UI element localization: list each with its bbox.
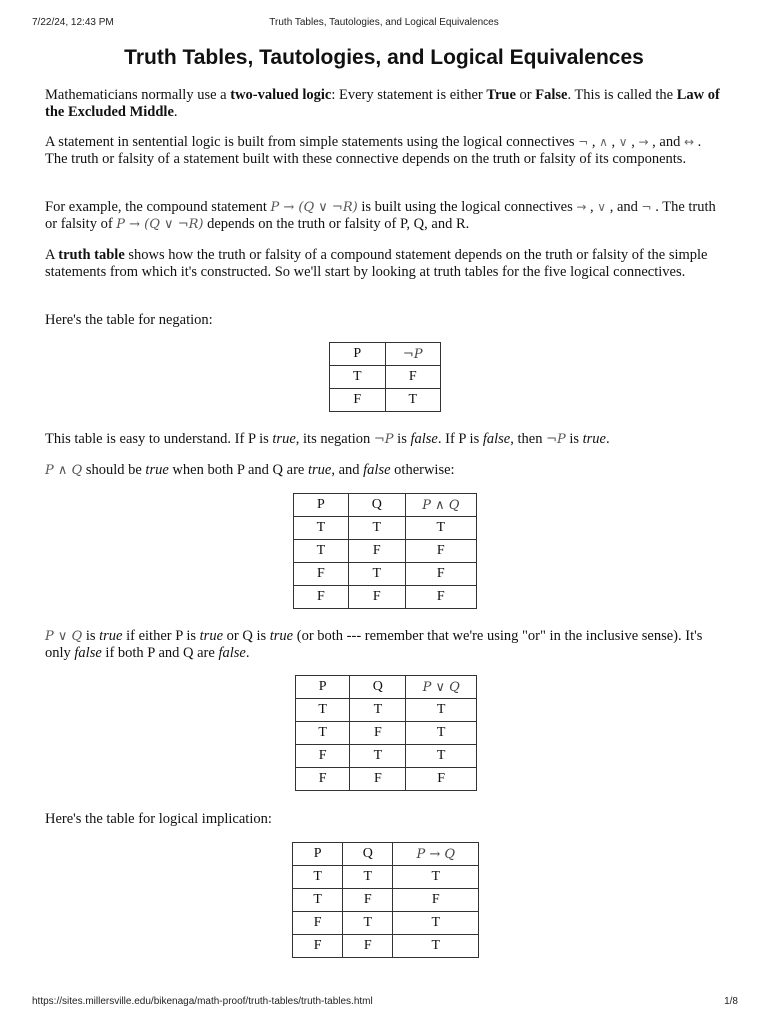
paragraph-negation-intro: Here's the table for negation: [45, 312, 213, 328]
table-cell: F [350, 768, 406, 791]
table-row [296, 699, 477, 722]
text-run: : Every statement is either [331, 87, 487, 103]
table-cell: T [393, 912, 479, 935]
table-cell: F [330, 389, 386, 412]
italic-text: true [199, 628, 224, 644]
table-cell: T [385, 389, 441, 412]
text-run: . [606, 431, 610, 447]
paragraph-two-valued-logic [45, 87, 725, 121]
table-header-row [293, 843, 479, 866]
negation-truth-table [329, 342, 441, 412]
table-cell: F [293, 912, 343, 935]
table-cell: T [343, 866, 393, 889]
italic-text: true [272, 431, 296, 447]
text-run: . If P is [437, 431, 483, 447]
table-row [293, 866, 479, 889]
table-cell: F [348, 586, 405, 609]
table-cell: T [293, 866, 343, 889]
table-row [294, 586, 477, 609]
page-title: Truth Tables, Tautologies, and Logical Equivalences [124, 46, 644, 69]
table-row [296, 745, 477, 768]
math-expression: P → (Q ∨ ¬R) [270, 200, 358, 215]
paragraph-compound-example [45, 199, 725, 233]
table-cell: T [348, 563, 405, 586]
page-number: 1/8 [724, 996, 738, 1007]
table-cell: T [294, 540, 349, 563]
table-header-cell: P [294, 494, 349, 517]
table-header-cell: P ∨ Q [406, 676, 477, 699]
table-row [294, 540, 477, 563]
bold-true: True [486, 87, 516, 103]
text-run: This table is easy to understand. If P is [45, 431, 273, 447]
table-cell: F [294, 563, 349, 586]
table-cell: T [350, 745, 406, 768]
print-url: https://sites.millersville.edu/bikenaga/math-proof/truth-tables/truth-tables.html [32, 996, 373, 1007]
table-cell: T [348, 517, 405, 540]
table-cell: T [294, 517, 349, 540]
table-header-cell: Q [343, 843, 393, 866]
text-run: is [565, 431, 583, 447]
table-cell: T [296, 699, 350, 722]
italic-text: false [482, 431, 511, 447]
or-symbol: ∨ [618, 135, 628, 149]
table-cell: F [405, 563, 476, 586]
text-run: is [82, 628, 100, 644]
text-run: , [607, 134, 619, 150]
or-symbol: ∨ [597, 200, 607, 214]
table-header-cell: P [296, 676, 350, 699]
text-run: . The truth or falsity of [45, 199, 716, 232]
text-run: should be [82, 462, 146, 478]
table-row [296, 722, 477, 745]
table-row [296, 768, 477, 791]
table-header-row [294, 494, 477, 517]
table-cell: F [393, 889, 479, 912]
text-run: , [586, 199, 598, 215]
text-run: shows how the truth or falsity of a compound statement depends on the truth or falsity of the simple statements from which it's constructed. So we'll start by looking at truth tables for the five logical connectives. [45, 247, 708, 280]
italic-text: true [99, 628, 123, 644]
not-symbol: ¬ [578, 135, 589, 149]
text-run: , [588, 134, 600, 150]
bold-law-excluded-middle: Law of the Excluded Middle [45, 87, 720, 120]
table-cell: F [343, 889, 393, 912]
text-run: . This is called the [567, 87, 677, 103]
table-header-cell: Q [348, 494, 405, 517]
table-cell: F [343, 935, 393, 958]
bold-two-valued-logic: two-valued logic [230, 87, 332, 103]
paragraph-negation-explain [45, 431, 725, 448]
text-run: (or both --- remember that we're using "or" in the inclusive sense). It's only [45, 628, 703, 661]
italic-text: true [269, 628, 294, 644]
math-expression: P ∧ Q [45, 463, 83, 478]
text-run: is [393, 431, 411, 447]
table-header-cell: Q [350, 676, 406, 699]
italic-text: true [582, 431, 606, 447]
table-header-row [296, 676, 477, 699]
bold-false: False [535, 87, 568, 103]
table-cell: F [385, 366, 441, 389]
italic-text: false [410, 431, 438, 447]
italic-text: true [145, 462, 169, 478]
text-run: when both P and Q are [168, 462, 308, 478]
table-row [293, 889, 479, 912]
table-header-cell: P → Q [393, 843, 479, 866]
table-cell: T [293, 889, 343, 912]
text-run: if both P and Q are [101, 645, 219, 661]
italic-text: false [74, 645, 102, 661]
table-cell: F [293, 935, 343, 958]
table-header-cell: P [293, 843, 343, 866]
not-symbol: ¬ [641, 200, 652, 214]
table-row [293, 912, 479, 935]
table-cell: T [405, 517, 476, 540]
table-cell: F [294, 586, 349, 609]
table-cell: T [393, 866, 479, 889]
text-run: , and [606, 199, 642, 215]
text-run: or Q is [223, 628, 270, 644]
table-cell: F [406, 768, 477, 791]
table-cell: T [343, 912, 393, 935]
text-run: . The truth or falsity of a statement built with these connective depends on the truth or falsity of its components. [45, 134, 702, 167]
text-run: For example, the compound statement [45, 199, 271, 215]
print-doc-title: Truth Tables, Tautologies, and Logical Equivalences [269, 17, 499, 28]
text-run: , and [331, 462, 364, 478]
text-run: or [515, 87, 536, 103]
paragraph-truth-table [45, 247, 725, 281]
paragraph-connectives [45, 134, 725, 168]
paragraph-implication-intro: Here's the table for logical implication: [45, 811, 272, 827]
disjunction-truth-table [295, 675, 477, 791]
table-cell: T [296, 722, 350, 745]
table-row [293, 935, 479, 958]
table-row [294, 517, 477, 540]
table-cell: F [350, 722, 406, 745]
text-run: if either P is [122, 628, 200, 644]
table-cell: F [405, 586, 476, 609]
text-run: . [173, 104, 178, 120]
table-cell: T [393, 935, 479, 958]
text-run: is built using the logical connectives [357, 199, 577, 215]
text-run: . [245, 645, 250, 661]
print-footer [0, 996, 768, 1010]
table-header-cell: ¬P [385, 343, 441, 366]
math-expression: ¬P [546, 432, 566, 447]
table-cell: T [406, 745, 477, 768]
text-run: otherwise: [390, 462, 455, 478]
table-cell: F [405, 540, 476, 563]
table-header-cell: P [330, 343, 386, 366]
print-datetime: 7/22/24, 12:43 PM [32, 17, 114, 28]
italic-text: true [307, 462, 332, 478]
table-cell: T [406, 699, 477, 722]
bold-truth-table: truth table [58, 247, 125, 263]
italic-text: false [218, 645, 246, 661]
table-header-cell: P ∧ Q [405, 494, 476, 517]
text-run: depends on the truth or falsity of P, Q, and R. [203, 216, 470, 232]
table-row [330, 366, 441, 389]
implication-truth-table [292, 842, 479, 958]
implies-symbol: → [638, 135, 649, 149]
table-row [294, 563, 477, 586]
table-cell: F [296, 768, 350, 791]
table-cell: F [348, 540, 405, 563]
italic-text: false [363, 462, 391, 478]
paragraph-disjunction [45, 628, 725, 662]
math-expression: ¬P [373, 432, 394, 447]
text-run: A statement in sentential logic is built from simple statements using the logical connectives [45, 134, 579, 150]
text-run: Mathematicians normally use a [45, 87, 231, 103]
table-cell: T [330, 366, 386, 389]
table-cell: T [406, 722, 477, 745]
implies-symbol: → [576, 200, 587, 214]
text-run: , [627, 134, 639, 150]
table-cell: F [296, 745, 350, 768]
text-run: , and [648, 134, 684, 150]
iff-symbol: ↔ [683, 135, 695, 149]
table-header-row [330, 343, 441, 366]
table-row [330, 389, 441, 412]
and-symbol: ∧ [599, 135, 608, 149]
text-run: , then [510, 431, 547, 447]
math-expression: P → (Q ∨ ¬R) [116, 217, 204, 232]
conjunction-truth-table [293, 493, 477, 609]
math-expression: P ∨ Q [45, 629, 83, 644]
table-cell: T [350, 699, 406, 722]
text-run: , its negation [295, 431, 374, 447]
paragraph-conjunction [45, 462, 725, 479]
text-run: A [45, 247, 59, 263]
print-header [0, 17, 768, 31]
